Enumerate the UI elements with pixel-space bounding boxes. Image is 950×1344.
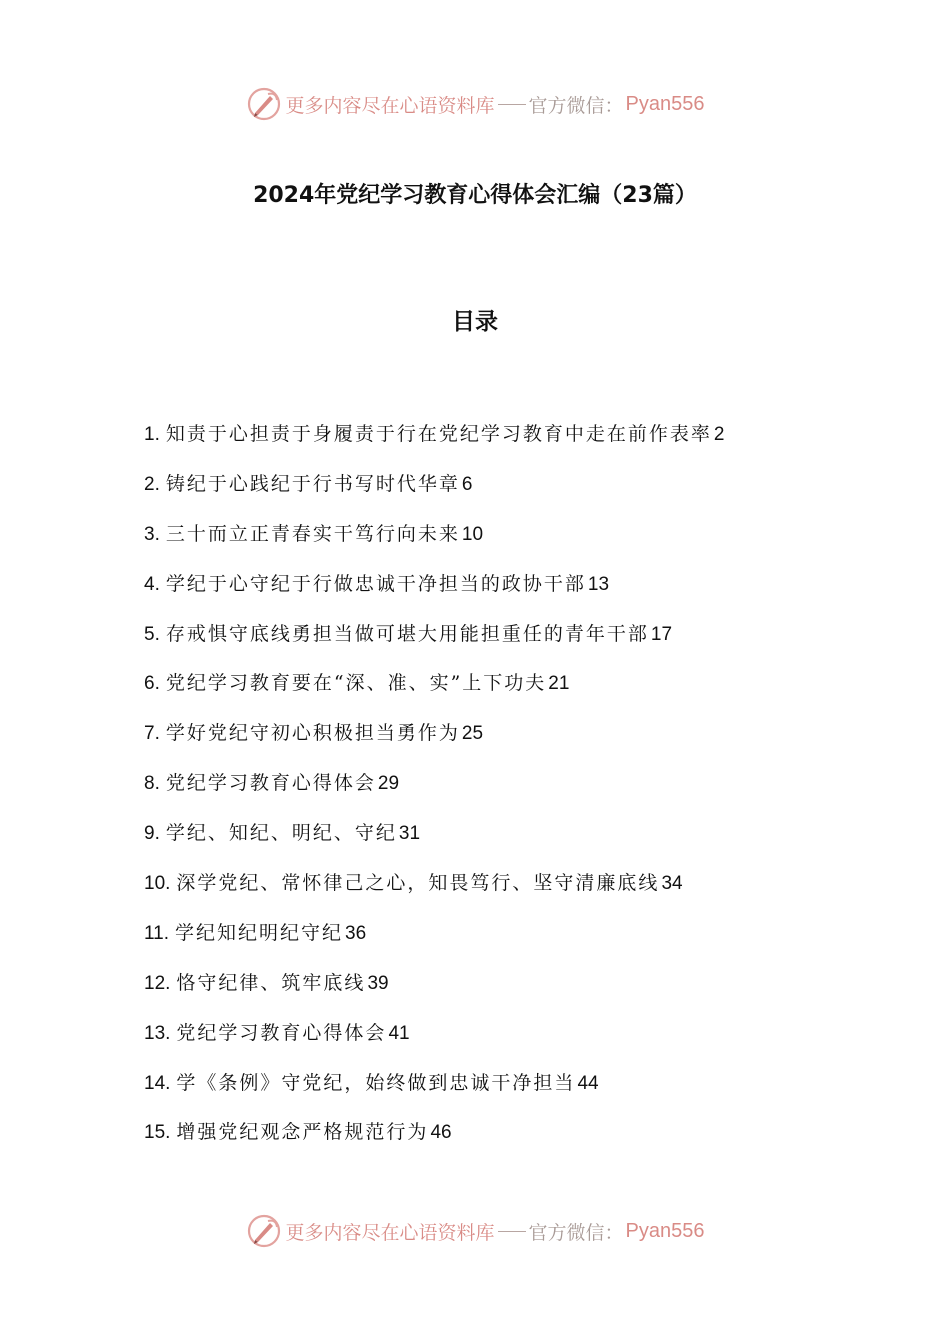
pen-circle-logo-icon bbox=[246, 86, 282, 122]
watermark-wechat-id: Pyan556 bbox=[625, 1219, 705, 1242]
toc-item-number: 7. bbox=[144, 723, 160, 745]
watermark-main-text: 更多内容尽在心语资料库 bbox=[285, 94, 495, 117]
toc-item-number: 8. bbox=[144, 773, 160, 795]
toc-item-title: 存戒惧守底线勇担当做可堪大用能担重任的青年干部 bbox=[165, 622, 649, 645]
toc-item-page: 31 bbox=[398, 823, 421, 845]
watermark-dash bbox=[498, 104, 526, 105]
toc-item-title: 恪守纪律、筑牢底线 bbox=[176, 971, 366, 994]
watermark-sub-text: 官方微信： bbox=[528, 1221, 624, 1244]
toc-item-page: 46 bbox=[430, 1122, 452, 1144]
toc-item-page: 21 bbox=[548, 673, 570, 695]
toc-item[interactable] bbox=[144, 469, 844, 519]
toc-item[interactable] bbox=[144, 419, 844, 469]
toc-item-page: 25 bbox=[461, 723, 484, 745]
toc-item-title: 知责于心担责于身履责于行在党纪学习教育中走在前作表率 bbox=[165, 423, 712, 445]
toc-heading: 目录 bbox=[452, 309, 498, 335]
toc-item[interactable] bbox=[144, 818, 844, 868]
toc-item-number: 10. bbox=[144, 873, 171, 895]
toc-item-page: 34 bbox=[661, 873, 683, 895]
toc-item[interactable] bbox=[144, 768, 844, 818]
toc-item-page: 29 bbox=[377, 773, 400, 795]
toc-item-title: 学好党纪守初心积极担当勇作为 bbox=[165, 722, 460, 745]
toc-item[interactable] bbox=[144, 1068, 844, 1118]
toc-item-number: 12. bbox=[144, 972, 171, 994]
toc-item-page: 2 bbox=[713, 424, 725, 445]
toc-item[interactable] bbox=[144, 619, 844, 669]
toc-item[interactable] bbox=[144, 1117, 844, 1167]
toc-item[interactable] bbox=[144, 868, 844, 918]
toc-item-title: 党纪学习教育心得体会 bbox=[165, 772, 376, 795]
footer-watermark bbox=[0, 1211, 950, 1251]
toc-item-title: 学纪、知纪、明纪、守纪 bbox=[165, 822, 397, 845]
table-of-contents bbox=[144, 419, 844, 1167]
toc-item[interactable] bbox=[144, 718, 844, 768]
toc-item-title: 增强党纪观念严格规范行为 bbox=[176, 1121, 429, 1144]
toc-item-number: 15. bbox=[144, 1122, 171, 1144]
toc-item-number: 1. bbox=[144, 424, 160, 445]
toc-item-number: 13. bbox=[144, 1022, 171, 1044]
toc-item-title: 学《条例》守党纪，始终做到忠诚干净担当 bbox=[176, 1071, 576, 1094]
toc-item-page: 6 bbox=[461, 473, 473, 495]
toc-item-title: 深学党纪、常怀律己之心，知畏笃行、坚守清廉底线 bbox=[176, 872, 660, 895]
toc-item-page: 39 bbox=[367, 972, 389, 994]
toc-item-page: 10 bbox=[461, 523, 484, 545]
toc-item-number: 11. bbox=[144, 922, 170, 944]
toc-item-page: 17 bbox=[650, 623, 673, 645]
toc-item-title: 学纪知纪明纪守纪 bbox=[175, 921, 344, 944]
pen-circle-logo-icon bbox=[246, 1213, 282, 1249]
watermark-sub-text: 官方微信： bbox=[528, 94, 624, 117]
watermark-dash bbox=[498, 1231, 526, 1232]
toc-item-title: 党纪学习教育心得体会 bbox=[176, 1021, 387, 1044]
toc-item-number: 6. bbox=[144, 673, 160, 695]
toc-item-page: 13 bbox=[587, 573, 610, 595]
toc-item-page: 41 bbox=[388, 1022, 410, 1044]
toc-item[interactable] bbox=[144, 1018, 844, 1068]
toc-item[interactable] bbox=[144, 519, 844, 569]
toc-item-title: 学纪于心守纪于行做忠诚干净担当的政协干部 bbox=[165, 572, 586, 595]
toc-item-number: 9. bbox=[144, 823, 160, 845]
watermark-main-text: 更多内容尽在心语资料库 bbox=[285, 1221, 495, 1244]
toc-item[interactable] bbox=[144, 918, 844, 968]
toc-item-title: 铸纪于心践纪于行书写时代华章 bbox=[165, 472, 460, 495]
toc-item-title: 党纪学习教育要在“深、准、实”上下功夫 bbox=[165, 672, 547, 695]
toc-item-number: 2. bbox=[144, 473, 160, 495]
toc-item[interactable] bbox=[144, 569, 844, 619]
document-title: 2024年党纪学习教育心得体会汇编（23篇） bbox=[253, 183, 697, 208]
toc-item-title: 三十而立正青春实干笃行向未来 bbox=[165, 522, 460, 545]
toc-item-page: 44 bbox=[577, 1072, 599, 1094]
watermark-wechat-id: Pyan556 bbox=[625, 92, 705, 115]
toc-item-number: 3. bbox=[144, 523, 160, 545]
toc-item[interactable] bbox=[144, 968, 844, 1018]
toc-item-page: 36 bbox=[345, 922, 367, 944]
toc-item-number: 5. bbox=[144, 623, 160, 645]
toc-item[interactable] bbox=[144, 668, 844, 718]
toc-item-number: 4. bbox=[144, 573, 160, 595]
toc-item-number: 14. bbox=[144, 1072, 171, 1094]
header-watermark bbox=[0, 84, 950, 124]
